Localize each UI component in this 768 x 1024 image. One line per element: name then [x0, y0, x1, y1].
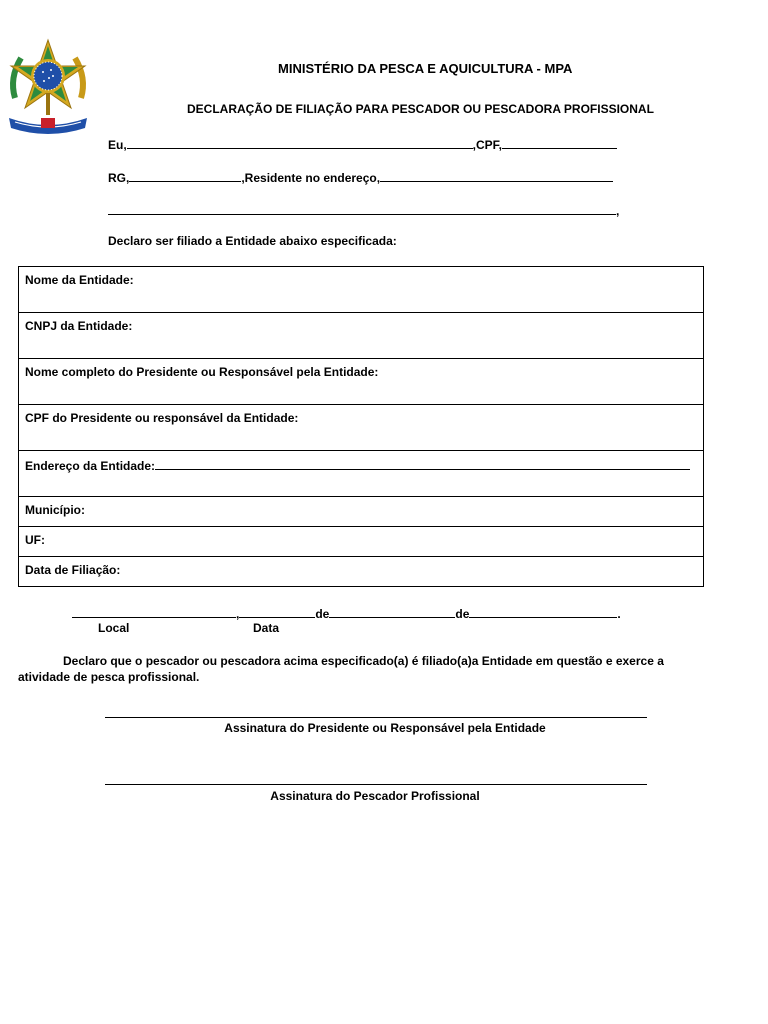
pescador-signature-field[interactable]: [105, 784, 647, 785]
entity-table: [18, 266, 704, 587]
de-label-1: de: [315, 607, 330, 621]
address-continuation-line: [108, 202, 619, 218]
eu-label: Eu,: [108, 138, 127, 152]
name-cpf-line: [108, 136, 617, 152]
year-field[interactable]: [469, 605, 617, 618]
cpf-label: ,CPF,: [472, 138, 503, 152]
brazil-coat-of-arms-icon: [5, 38, 91, 138]
line-end-comma: ,: [616, 204, 620, 218]
municipio-cell[interactable]: Município:: [19, 497, 704, 527]
endereco-entidade-cell[interactable]: [19, 451, 704, 497]
address-continuation-field[interactable]: [108, 202, 616, 215]
endereco-field[interactable]: [155, 457, 690, 470]
date-period: .: [617, 607, 621, 621]
residente-label: ,Residente no endereço,: [241, 171, 381, 185]
rg-label: RG,: [108, 171, 130, 185]
local-field[interactable]: [72, 605, 236, 618]
data-filiacao-cell[interactable]: Data de Filiação:: [19, 557, 704, 587]
date-comma: ,: [236, 607, 240, 621]
ministry-heading: MINISTÉRIO DA PESCA E AQUICULTURA - MPA: [278, 61, 573, 76]
nome-entidade-cell[interactable]: Nome da Entidade:: [19, 267, 704, 313]
endereco-label: Endereço da Entidade:: [25, 459, 156, 473]
pescador-signature-caption: Assinatura do Pescador Profissional: [270, 789, 480, 803]
month-field[interactable]: [329, 605, 455, 618]
presidente-signature-caption: Assinatura do Presidente ou Responsável pela Entidade: [224, 721, 546, 735]
declaration-line-1: Declaro que o pescador ou pescadora acima especificado(a) é filiado(a)a Entidade em questão e exerce a: [63, 654, 664, 668]
de-label-2: de: [455, 607, 470, 621]
cpf-presidente-cell[interactable]: CPF do Presidente ou responsável da Entidade:: [19, 405, 704, 451]
cnpj-entidade-cell[interactable]: CNPJ da Entidade:: [19, 313, 704, 359]
declaration-line-2: atividade de pesca profissional.: [18, 670, 200, 684]
declaro-intro: Declaro ser filiado a Entidade abaixo especificada:: [108, 234, 397, 248]
uf-cell[interactable]: UF:: [19, 527, 704, 557]
presidente-cell[interactable]: Nome completo do Presidente ou Responsável pela Entidade:: [19, 359, 704, 405]
name-field[interactable]: [127, 136, 473, 149]
address-field[interactable]: [380, 169, 613, 182]
document-title: DECLARAÇÃO DE FILIAÇÃO PARA PESCADOR OU PESCADORA PROFISSIONAL: [187, 102, 654, 116]
day-field[interactable]: [239, 605, 315, 618]
rg-address-line: [108, 169, 613, 185]
rg-field[interactable]: [129, 169, 241, 182]
local-caption: Local: [98, 621, 130, 635]
presidente-signature-field[interactable]: [105, 717, 647, 718]
cpf-field[interactable]: [502, 136, 617, 149]
local-date-line: [72, 605, 621, 621]
data-caption: Data: [253, 621, 280, 635]
